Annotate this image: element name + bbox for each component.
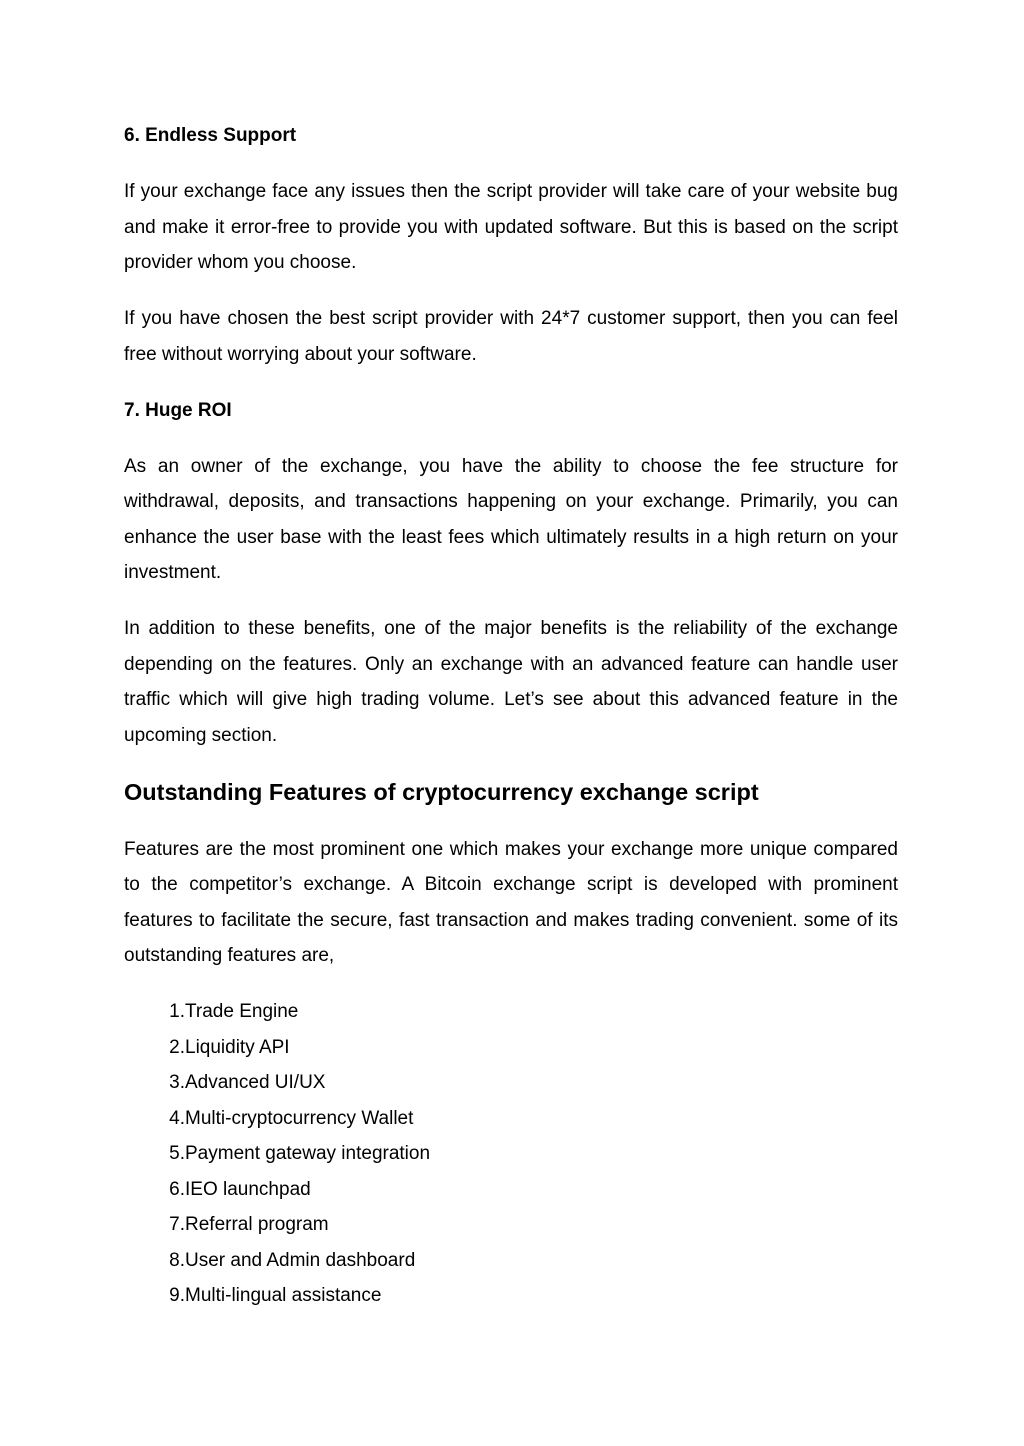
- paragraph: In addition to these benefits, one of the major benefits is the reliability of the exchange depending on the features. Only an exchange with an advanced feature can handle user traffic which will give high trading volume. Let’s see about this advanced feature in the upcoming section.: [124, 618, 898, 746]
- list-item-number: 8.: [169, 1249, 185, 1271]
- list-item-number: 9.: [169, 1285, 185, 1306]
- list-item: [124, 994, 898, 1030]
- list-item: [124, 1030, 898, 1066]
- section-heading-huge-roi: 7. Huge ROI: [124, 399, 232, 421]
- list-item: [124, 1065, 898, 1101]
- list-item-number: 1.: [169, 1001, 185, 1022]
- list-item-number: 5.: [169, 1143, 185, 1164]
- list-item-number: 2.: [169, 1036, 185, 1058]
- list-item: [124, 1243, 898, 1279]
- list-item-text: IEO launchpad: [185, 1178, 311, 1200]
- list-item-text: Advanced UI/UX: [185, 1072, 326, 1093]
- paragraph: As an owner of the exchange, you have the ability to choose the fee structure for withdrawal, deposits, and transactions happening on your exchange. Primarily, you can enhance the user base with the least fees which ultimately results in a high return on your investment.: [124, 455, 898, 583]
- list-item-text: Liquidity API: [185, 1036, 290, 1058]
- list-item-number: 6.: [169, 1178, 185, 1200]
- paragraph: If you have chosen the best script provider with 24*7 customer support, then you can feel free without worrying about your software.: [124, 308, 898, 365]
- list-item-text: Referral program: [185, 1214, 329, 1235]
- list-item-number: 7.: [169, 1214, 185, 1235]
- feature-list: [124, 994, 898, 1314]
- list-item: [124, 1172, 898, 1208]
- list-item-number: 4.: [169, 1107, 185, 1129]
- list-item-text: Multi-cryptocurrency Wallet: [185, 1107, 414, 1129]
- list-item-text: Payment gateway integration: [185, 1143, 431, 1164]
- list-item: [124, 1207, 898, 1243]
- list-item-text: Trade Engine: [185, 1001, 299, 1022]
- features-intro-paragraph: Features are the most prominent one which makes your exchange more unique compared to the competitor’s exchange. A Bitcoin exchange script is developed with prominent features to facilitate the secure, fast transaction and makes trading convenient. some of its outstanding features are,: [124, 838, 898, 966]
- list-item: [124, 1136, 898, 1172]
- paragraph: If your exchange face any issues then the script provider will take care of your website bug and make it error-free to provide you with updated software. But this is based on the script provider whom you choose.: [124, 181, 898, 273]
- list-item: [124, 1278, 898, 1314]
- list-item: [124, 1101, 898, 1137]
- section-heading-endless-support: 6. Endless Support: [124, 125, 297, 146]
- document-page: [124, 118, 898, 1314]
- list-item-text: User and Admin dashboard: [185, 1249, 416, 1271]
- list-item-text: Multi-lingual assistance: [185, 1285, 382, 1306]
- list-item-number: 3.: [169, 1072, 185, 1093]
- features-section-title: Outstanding Features of cryptocurrency exchange script: [124, 778, 759, 805]
